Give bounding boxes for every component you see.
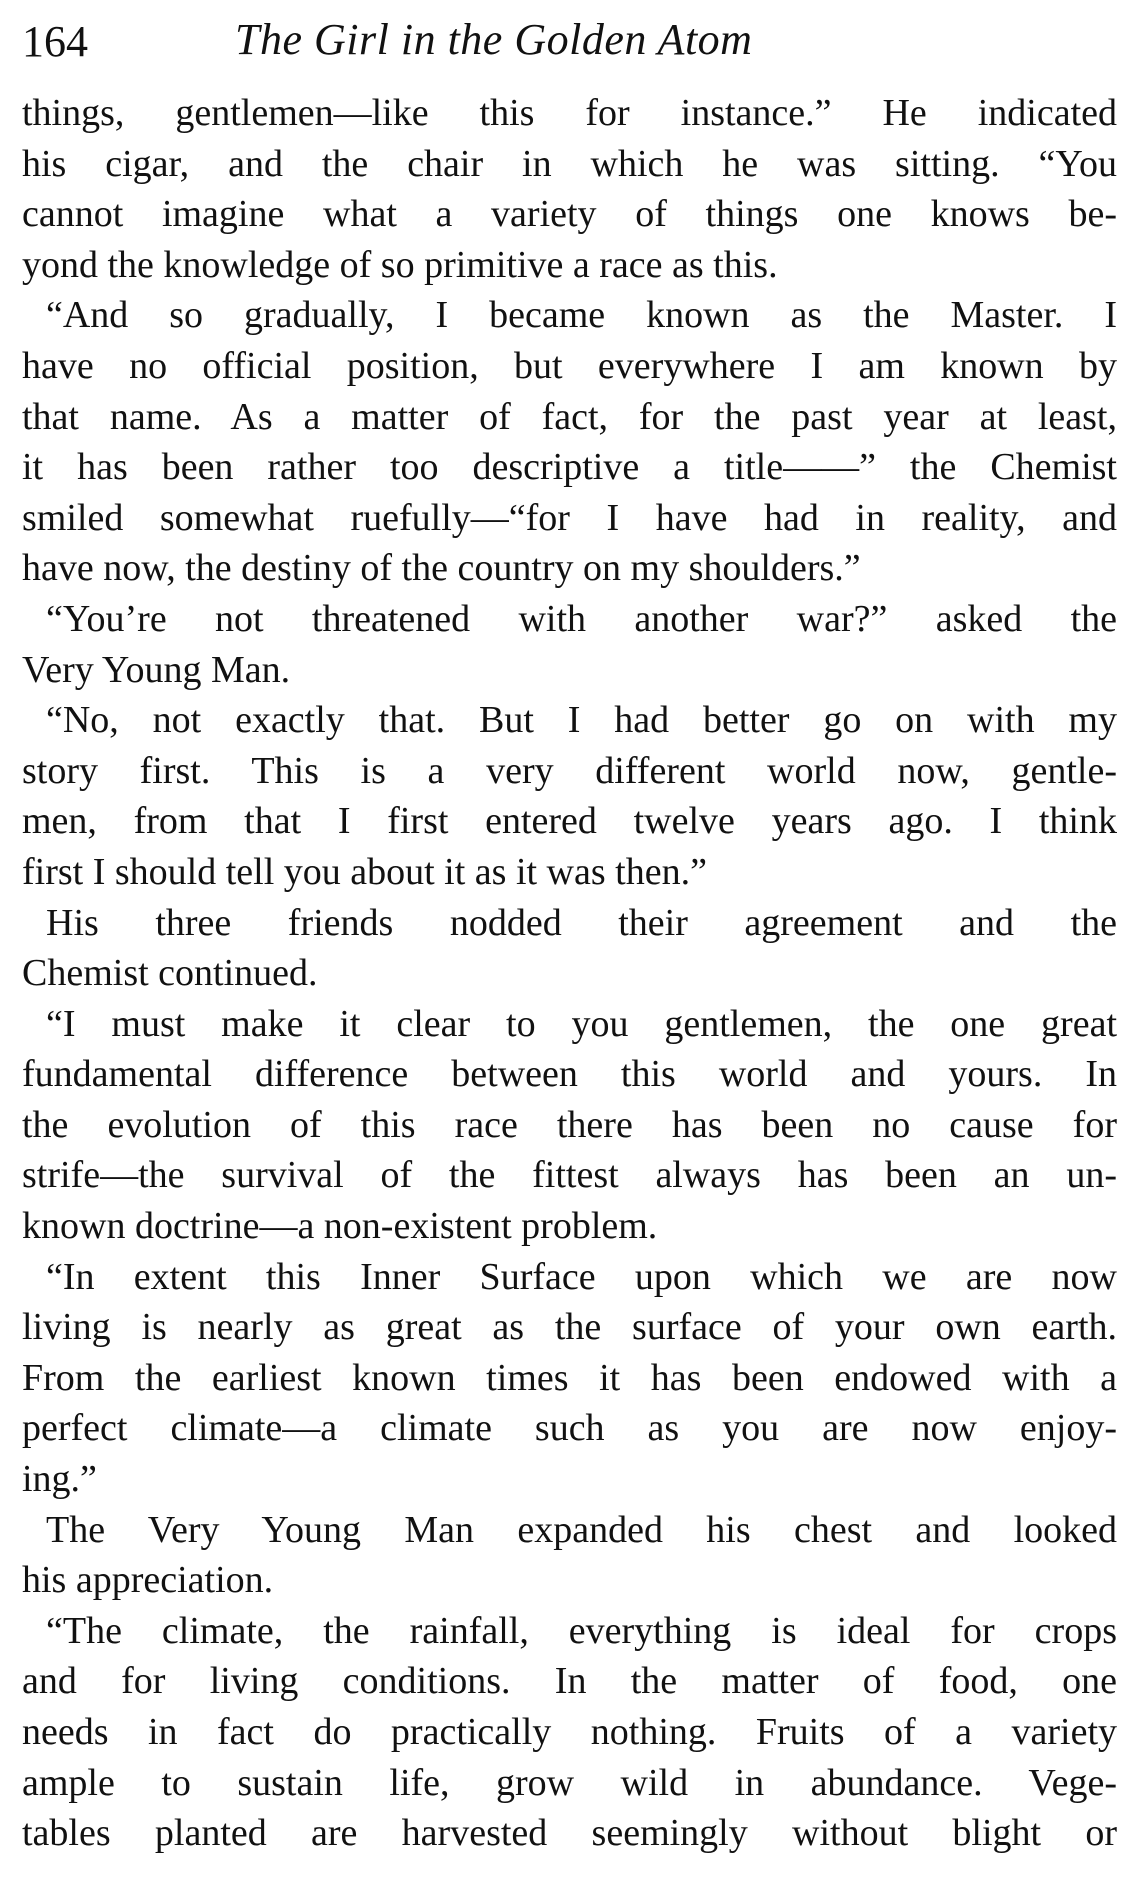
text-line: “And so gradually, I became known as the Master. I: [46, 294, 1117, 337]
running-title: The Girl in the Golden Atom: [235, 15, 753, 64]
text-line: first I should tell you about it as it was then.”: [22, 850, 707, 893]
text-line: His three friends nodded their agreement and the: [46, 901, 1117, 944]
text-line: “In extent this Inner Surface upon which we are now: [46, 1255, 1117, 1298]
text-line: cannot imagine what a variety of things one knows be-: [22, 193, 1117, 236]
page-number: 164: [22, 17, 88, 66]
book-page: [22, 14, 1117, 1859]
text-line: needs in fact do practically nothing. Fruits of a variety: [22, 1711, 1117, 1753]
text-line: men, from that I first entered twelve years ago. I think: [22, 800, 1117, 843]
text-line: fundamental difference between this world and yours. In: [22, 1053, 1117, 1096]
text-line: have now, the destiny of the country on my shoulders.”: [22, 547, 861, 590]
text-line: Chemist continued.: [22, 952, 318, 995]
text-line: tables planted are harvested seemingly without blight or: [22, 1812, 1117, 1855]
text-line: and for living conditions. In the matter of food, one: [22, 1660, 1117, 1703]
text-line: things, gentlemen—like this for instance.” He indicated: [22, 92, 1117, 134]
text-line: that name. As a matter of fact, for the past year at least,: [22, 395, 1117, 438]
text-line: The Very Young Man expanded his chest and looked: [46, 1508, 1117, 1551]
text-line: strife—the survival of the fittest always has been an un-: [22, 1154, 1117, 1197]
text-line: smiled somewhat ruefully—“for I have had in reality, and: [22, 496, 1117, 539]
text-line: story first. This is a very different world now, gentle-: [22, 749, 1117, 792]
text-line: it has been rather too descriptive a title——” the Chemist: [22, 446, 1117, 489]
text-line: perfect climate—a climate such as you are now enjoy-: [22, 1407, 1117, 1450]
text-line: “The climate, the rainfall, everything is ideal for crops: [46, 1609, 1117, 1652]
text-line: ing.”: [22, 1458, 97, 1501]
text-line: his cigar, and the chair in which he was sitting. “You: [22, 142, 1117, 185]
text-line: “No, not exactly that. But I had better go on with my: [46, 699, 1117, 742]
text-line: have no official position, but everywhere I am known by: [22, 344, 1117, 387]
text-line: Very Young Man.: [22, 648, 291, 691]
text-line: the evolution of this race there has been no cause for: [22, 1103, 1117, 1146]
body-text: [22, 88, 1117, 1859]
text-line: “You’re not threatened with another war?” asked the: [46, 597, 1117, 640]
text-line: yond the knowledge of so primitive a race as this.: [22, 243, 778, 286]
text-line: living is nearly as great as the surface of your own earth.: [22, 1306, 1117, 1349]
text-line: known doctrine—a non-existent problem.: [22, 1205, 658, 1248]
text-line: “I must make it clear to you gentlemen, the one great: [46, 1002, 1117, 1045]
page-header: [22, 14, 1117, 88]
text-line: his appreciation.: [22, 1559, 274, 1602]
text-line: ample to sustain life, grow wild in abundance. Vege-: [22, 1761, 1117, 1804]
text-line: From the earliest known times it has been endowed with a: [22, 1356, 1117, 1399]
